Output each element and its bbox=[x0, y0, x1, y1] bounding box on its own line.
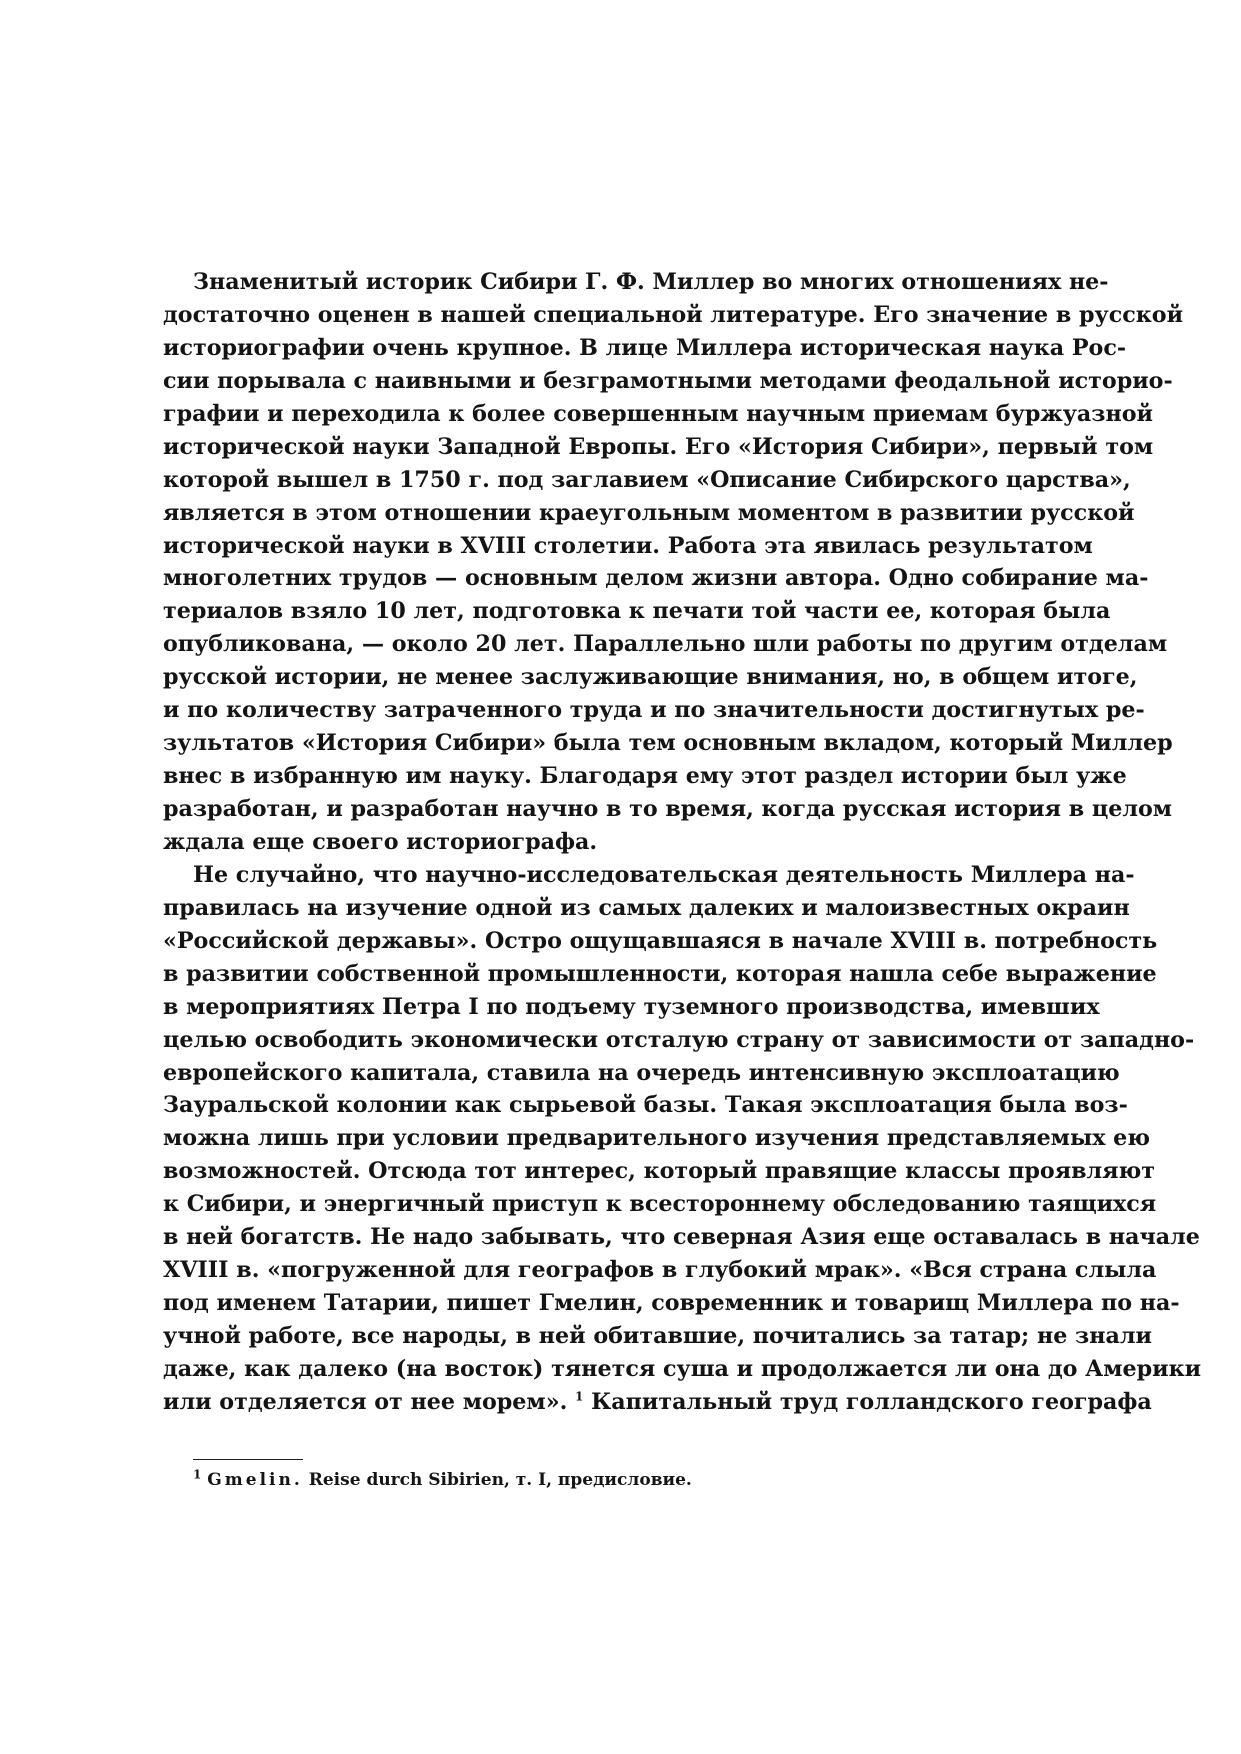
paragraph1-line: многолетних трудов — основным делом жизни автора. Одно собирание ма- bbox=[163, 565, 1149, 592]
last-line-text: или отделяется от нее морем». bbox=[163, 1388, 568, 1415]
paragraph1-line: ждала еще своего историографа. bbox=[163, 828, 598, 855]
paragraph2-line: Не случайно, что научно-исследовательская деятельность Миллера на- bbox=[193, 861, 1135, 888]
paragraph1-line: внес в избранную им науку. Благодаря ему этот раздел истории был уже bbox=[163, 763, 1127, 790]
footnote-text: Reise durch Sibirien, т. I, предисловие. bbox=[302, 1470, 692, 1490]
paragraph2-line: в ней богатств. Не надо забывать, что северная Азия еще оставалась в начале bbox=[163, 1224, 1200, 1251]
paragraph1-line: является в этом отношении краеугольным моментом в развитии русской bbox=[163, 499, 1135, 526]
paragraph2-line: правилась на изучение одной из самых далеких и малоизвестных окраин bbox=[163, 894, 1130, 921]
paragraph1-line: исторической науки Западной Европы. Его «История Сибири», первый том bbox=[163, 433, 1154, 460]
paragraph1-line: русской истории, не менее заслуживающие внимания, но, в общем итоге, bbox=[163, 664, 1138, 691]
paragraph2-line: под именем Татарии, пишет Гмелин, современник и товарищ Миллера по на- bbox=[163, 1290, 1180, 1317]
paragraph2-line: Зауральской колонии как сырьевой базы. Такая эксплоатация была воз- bbox=[163, 1092, 1128, 1119]
paragraph2-line: в развитии собственной промышленности, которая нашла себе выражение bbox=[163, 960, 1157, 987]
paragraph2-line: целью освободить экономически отсталую страну от зависимости от западно- bbox=[163, 1026, 1195, 1053]
paragraph1-line: разработан, и разработан научно в то время, когда русская история в целом bbox=[163, 796, 1173, 822]
paragraph2-line: можна лишь при условии предварительного изучения представляемых ею bbox=[163, 1125, 1151, 1152]
paragraph2-line: европейского капитала, ставила на очередь интенсивную эксплоатацию bbox=[163, 1059, 1120, 1086]
paragraph1-line: териалов взяло 10 лет, подготовка к печати той части ее, которая была bbox=[163, 598, 1111, 625]
footnote-author: Gmelin. bbox=[207, 1470, 303, 1490]
paragraph1-line: достаточно оценен в нашей специальной литературе. Его значение в русской bbox=[163, 301, 1184, 328]
footnote bbox=[193, 1468, 1013, 1492]
paragraph1-line: опубликована, — около 20 лет. Параллельно шли работы по другим отделам bbox=[163, 631, 1168, 658]
paragraph2-line: даже, как далеко (на восток) тянется суша и продолжается ли она до Америки bbox=[163, 1355, 1202, 1382]
paragraph2-line: XVIII в. «погруженной для географов в глубокий мрак». «Вся страна слыла bbox=[163, 1257, 1157, 1284]
paragraph1-line: исторической науки в XVIII столетии. Работа эта явилась результатом bbox=[163, 532, 1093, 559]
paragraph1-line: зультатов «История Сибири» была тем основным вкладом, который Миллер bbox=[163, 730, 1173, 757]
paragraph1-line: графии и переходила к более совершенным научным приемам буржуазной bbox=[163, 400, 1153, 427]
paragraph2-line: к Сибири, и энергичный приступ к всестороннему обследованию таящихся bbox=[163, 1191, 1157, 1218]
paragraph1-line: сии порывала с наивными и безграмотными методами феодальной историо- bbox=[163, 367, 1173, 394]
paragraph-2-last-line bbox=[163, 1386, 1152, 1419]
footnote-separator-rule bbox=[193, 1459, 303, 1460]
last-line-continuation: Капитальный труд голландского географа bbox=[583, 1388, 1152, 1415]
paragraph2-line: возможностей. Отсюда тот интерес, который правящие классы проявляют bbox=[163, 1158, 1156, 1185]
paragraph1-line: которой вышел в 1750 г. под заглавием «Описание Сибирского царства», bbox=[163, 466, 1131, 493]
paragraph2-line: в мероприятиях Петра I по подъему туземного производства, имевших bbox=[163, 993, 1100, 1020]
paragraph2-line: учной работе, все народы, в ней обитавшие, почитались за татар; не знали bbox=[163, 1323, 1152, 1349]
paragraph2-line: «Российской державы». Остро ощущавшаяся в начале XVIII в. потребность bbox=[163, 927, 1158, 954]
paragraph1-line: и по количеству затраченного труда и по значительности достигнутых ре- bbox=[163, 697, 1145, 724]
paragraph1-line: Знаменитый историк Сибири Г. Ф. Миллер во многих отношениях не- bbox=[193, 269, 1109, 295]
main-text bbox=[163, 266, 1202, 1419]
paragraph-2 bbox=[163, 859, 1202, 1386]
footnote-reference-mark: 1 bbox=[575, 1389, 584, 1404]
paragraph1-line: историографии очень крупное. В лице Миллера историческая наука Рос- bbox=[163, 334, 1127, 361]
paragraph-1 bbox=[163, 266, 1184, 859]
footnote-mark: 1 bbox=[193, 1467, 202, 1482]
